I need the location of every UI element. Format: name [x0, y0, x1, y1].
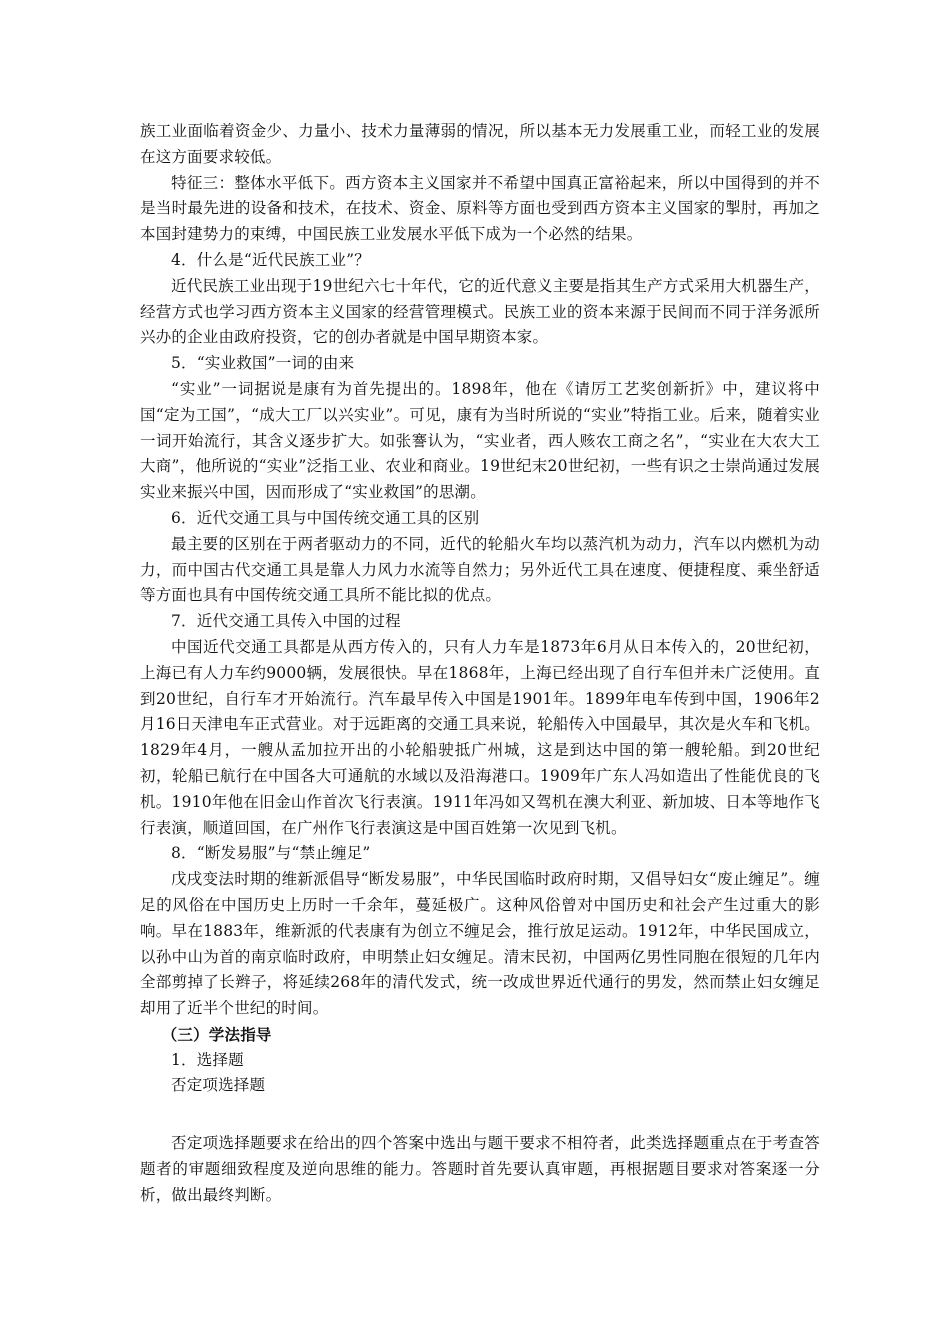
heading-q4: 4．什么是“近代民族工业”？ [171, 250, 371, 269]
heading-q5: 5．“实业救国”一词的由来 [171, 354, 355, 373]
heading-multiple-choice: 1．选择题 [171, 1050, 244, 1069]
document-body [140, 119, 820, 1209]
paragraph-light-industry: 族工业面临着资金少、力量小、技术力量薄弱的情况，所以基本无力发展重工业，而轻工业的发展在这方面要求较低。 [140, 122, 820, 166]
heading-q6: 6．近代交通工具与中国传统交通工具的区别 [171, 508, 480, 527]
paragraph-transport-history: 中国近代交通工具都是从西方传入的，只有人力车是1873年6月从日本传入的，20世纪初，上海已有人力车约9000辆，发展很快。早在1868年，上海已经出现了自行车但并未广泛使用。直到20世纪，自行车才开始流行。汽车最早传入中国是1901年。1899年电车传到中国，1906年2月16日天津电车正式营业。对于远距离的交通工具来说，轮船传入中国最早，其次是火车和飞机。1829年4月，一艘从孟加拉开出的小轮船驶抵广州城，这是到达中国的第一艘轮船。到20世纪初，轮船已航行在中国各大可通航的水域以及沿海港口。1909年广东人冯如造出了性能优良的飞机。1910年他在旧金山作首次飞行表演。1911年冯如又驾机在澳大利亚、新加坡、日本等地作飞行表演，顺道回国，在广州作飞行表演这是中国百姓第一次见到飞机。 [140, 637, 820, 837]
heading-negative-choice: 否定项选择题 [171, 1076, 266, 1095]
paragraph-transport-difference: 最主要的区别在于两者驱动力的不同，近代的轮船火车均以蒸汽机为动力，汽车以内燃机为动力，而中国古代交通工具是靠人力风力水流等自然力；另外近代工具在速度、便捷程度、乘坐舒适等方面也具有中国传统交通工具所不能比拟的优点。 [140, 534, 820, 605]
paragraph-negative-choice-explanation: 否定项选择题要求在给出的四个答案中选出与题干要求不相符者，此类选择题重点在于考查答题者的审题细致程度及逆向思维的能力。答题时首先要认真审题，再根据题目要求对答案逐一分析，做出最终判断。 [140, 1134, 820, 1204]
section-title-study-guide: （三）学法指导 [161, 1024, 272, 1044]
paragraph-hair-footbinding: 戊戌变法时期的维新派倡导“断发易服”，中华民国临时政府时期，又倡导妇女“废止缠足”。缠足的风俗在中国历史上历时一千余年，蔓延极广。这种风俗曾对中国历史和社会产生过重大的影响。早在1883年，维新派的代表康有为创立不缠足会，推行放足运动。1912年，中华民国成立，以孙中山为首的南京临时政府，申明禁止妇女缠足。清末民初，中国两亿男性同胞在很短的几年内全部剪掉了长辫子，将延续268年的清代发式，统一改成世界近代通行的男发，然而禁止妇女缠足却用了近半个世纪的时间。 [140, 870, 820, 1018]
paragraph-industry-saving: “实业”一词据说是康有为首先提出的。1898年，他在《请厉工艺奖创新折》中，建议将中国“定为工国”，“成大工厂以兴实业”。可见，康有为当时所说的“实业”特指工业。后来，随着实业一词开始流行，其含义逐步扩大。如张謇认为，“实业者，西人赅农工商之名”，“实业在大农大工大商”，他所说的“实业”泛指工业、农业和商业。19世纪末20世纪初，一些有识之士崇尚通过发展实业来振兴中国，因而形成了“实业救国”的思潮。 [140, 379, 820, 502]
paragraph-feature-three: 特征三：整体水平低下。西方资本主义国家并不希望中国真正富裕起来，所以中国得到的并不是当时最先进的设备和技术，在技术、资金、原料等方面也受到西方资本主义国家的掣肘，再加之本国封建势力的束缚，中国民族工业发展水平低下成为一个必然的结果。 [140, 173, 820, 244]
heading-q8: 8．“断发易服”与“禁止缠足” [171, 844, 371, 863]
paragraph-national-industry: 近代民族工业出现于19世纪六七十年代，它的近代意义主要是指其生产方式采用大机器生产，经营方式也学习西方资本主义国家的经营管理模式。民族工业的资本来源于民间而不同于洋务派所兴办的企业由政府投资，它的创办者就是中国早期资本家。 [140, 276, 820, 347]
heading-q7: 7．近代交通工具传入中国的过程 [171, 612, 401, 631]
spacer [140, 1099, 820, 1131]
